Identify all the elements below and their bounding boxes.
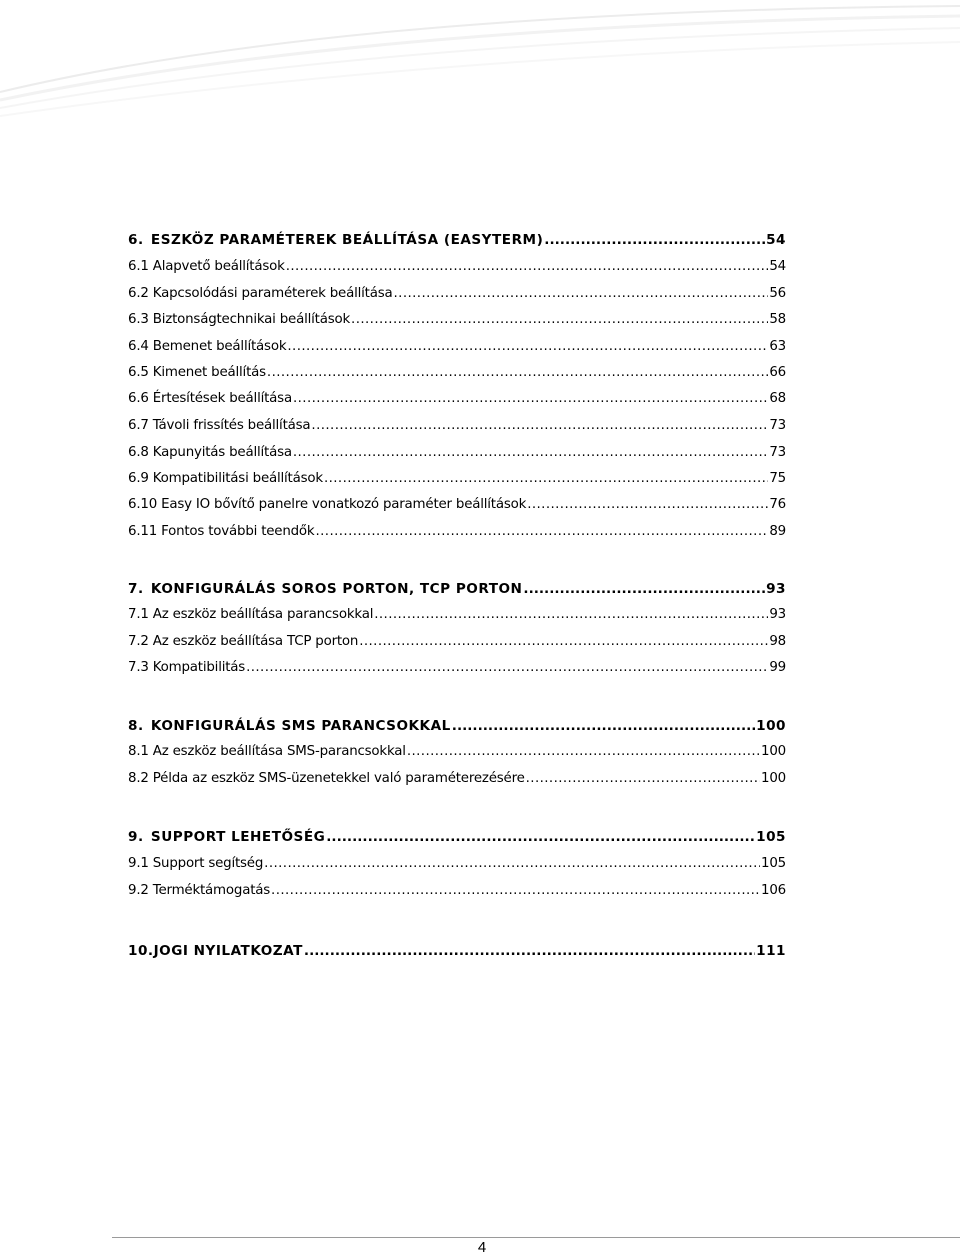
toc-section-entry[interactable]: [128, 365, 786, 380]
toc-entry-label: 8.1 Az eszköz beállítása SMS-parancsokkal: [128, 744, 406, 759]
toc-leader-dots: [374, 607, 768, 622]
toc-section-entry[interactable]: [128, 607, 786, 622]
toc-leader-dots: [246, 660, 768, 675]
toc-entry-label: 7. KONFIGURÁLÁS SOROS PORTON, TCP PORTON: [128, 581, 523, 597]
toc-leader-dots: [394, 286, 769, 301]
toc-section-entry[interactable]: [128, 445, 786, 460]
toc-entry-page: 111: [756, 943, 786, 959]
toc-entry-label: 6.6 Értesítések beállítása: [128, 391, 292, 406]
toc-leader-dots: [267, 365, 768, 380]
toc-entry-label: 6.5 Kimenet beállítás: [128, 365, 266, 380]
footer-rule: [112, 1237, 960, 1238]
toc-entry-page: 98: [769, 634, 786, 649]
toc-entry-page: 54: [769, 259, 786, 274]
toc-entry-page: 75: [769, 471, 786, 486]
toc-leader-dots: [359, 634, 768, 649]
toc-entry-page: 100: [756, 718, 786, 734]
toc-entry-page: 73: [769, 445, 786, 460]
toc-section-entry[interactable]: [128, 497, 786, 512]
toc-leader-dots: [286, 259, 769, 274]
toc-section-entry[interactable]: [128, 771, 786, 786]
toc-entry-label: 8. KONFIGURÁLÁS SMS PARANCSOKKAL: [128, 718, 451, 734]
toc-entry-page: 56: [769, 286, 786, 301]
toc-entry-page: 66: [769, 365, 786, 380]
toc-entry-label: 7.1 Az eszköz beállítása parancsokkal: [128, 607, 374, 622]
toc-section-entry[interactable]: [128, 524, 786, 539]
toc-leader-dots: [264, 856, 760, 871]
toc-section-entry[interactable]: [128, 744, 786, 759]
toc-entry-page: 89: [769, 524, 786, 539]
toc-entry-page: 63: [769, 339, 786, 354]
toc-entry-label: 8.2 Példa az eszköz SMS-üzenetekkel való paraméterezésére: [128, 771, 525, 786]
toc-entry-page: 93: [766, 581, 786, 597]
toc-leader-dots: [287, 339, 768, 354]
toc-entry-label: 9. SUPPORT LEHETŐSÉG: [128, 829, 326, 845]
toc-leader-dots: [311, 418, 768, 433]
toc-chapter-entry[interactable]: [128, 581, 786, 597]
toc-entry-page: 105: [756, 829, 786, 845]
toc-leader-dots: [526, 771, 760, 786]
toc-leader-dots: [326, 829, 755, 845]
toc-section-entry[interactable]: [128, 471, 786, 486]
toc-leader-dots: [271, 883, 760, 898]
toc-entry-label: 6. ESZKÖZ PARAMÉTEREK BEÁLLÍTÁSA (EASYTERM): [128, 232, 544, 248]
toc-entry-label: 7.2 Az eszköz beállítása TCP porton: [128, 634, 359, 649]
toc-chapter-entry[interactable]: [128, 232, 786, 248]
toc-leader-dots: [523, 581, 765, 597]
toc-entry-page: 93: [769, 607, 786, 622]
toc-section-entry[interactable]: [128, 259, 786, 274]
toc-entry-label: 10.JOGI NYILATKOZAT: [128, 943, 303, 959]
toc-entry-page: 100: [761, 771, 786, 786]
decorative-swoosh: [0, 0, 960, 140]
toc-section-entry[interactable]: [128, 660, 786, 675]
toc-entry-label: 6.1 Alapvető beállítások: [128, 259, 285, 274]
toc-entry-label: 7.3 Kompatibilitás: [128, 660, 246, 675]
toc-leader-dots: [452, 718, 755, 734]
toc-section-entry[interactable]: [128, 286, 786, 301]
toc-entry-page: 68: [769, 391, 786, 406]
toc-entry-label: 6.9 Kompatibilitási beállítások: [128, 471, 323, 486]
toc-section-entry[interactable]: [128, 312, 786, 327]
toc-entry-label: 6.4 Bemenet beállítások: [128, 339, 287, 354]
toc-section-entry[interactable]: [128, 391, 786, 406]
toc-section-entry[interactable]: [128, 339, 786, 354]
toc-entry-label: 6.3 Biztonságtechnikai beállítások: [128, 312, 351, 327]
toc-section-entry[interactable]: [128, 634, 786, 649]
toc-entry-label: 6.10 Easy IO bővítő panelre vonatkozó paraméter beállítások: [128, 497, 527, 512]
toc-entry-page: 100: [761, 744, 786, 759]
toc-section-entry[interactable]: [128, 418, 786, 433]
toc-chapter-entry[interactable]: [128, 943, 786, 959]
toc-entry-page: 99: [769, 660, 786, 675]
toc-entry-label: 6.11 Fontos további teendők: [128, 524, 315, 539]
toc-section-entry[interactable]: [128, 883, 786, 898]
toc-entry-page: 58: [769, 312, 786, 327]
toc-section-entry[interactable]: [128, 856, 786, 871]
toc-leader-dots: [324, 471, 768, 486]
toc-entry-page: 76: [769, 497, 786, 512]
toc-leader-dots: [293, 391, 768, 406]
toc-leader-dots: [351, 312, 768, 327]
toc-chapter-entry[interactable]: [128, 829, 786, 845]
toc-leader-dots: [544, 232, 765, 248]
toc-entry-label: 6.8 Kapunyitás beállítása: [128, 445, 292, 460]
page-number: 4: [477, 1239, 487, 1256]
toc-leader-dots: [304, 943, 755, 959]
toc-leader-dots: [315, 524, 768, 539]
toc-leader-dots: [407, 744, 760, 759]
toc-leader-dots: [527, 497, 768, 512]
toc-entry-page: 106: [761, 883, 786, 898]
toc-leader-dots: [293, 445, 769, 460]
toc-entry-label: 9.1 Support segítség: [128, 856, 264, 871]
toc-entry-page: 105: [761, 856, 786, 871]
toc-entry-label: 6.7 Távoli frissítés beállítása: [128, 418, 311, 433]
toc-entry-label: 6.2 Kapcsolódási paraméterek beállítása: [128, 286, 393, 301]
toc-chapter-entry[interactable]: [128, 718, 786, 734]
toc-entry-label: 9.2 Terméktámogatás: [128, 883, 271, 898]
toc-entry-page: 54: [766, 232, 786, 248]
toc-entry-page: 73: [769, 418, 786, 433]
